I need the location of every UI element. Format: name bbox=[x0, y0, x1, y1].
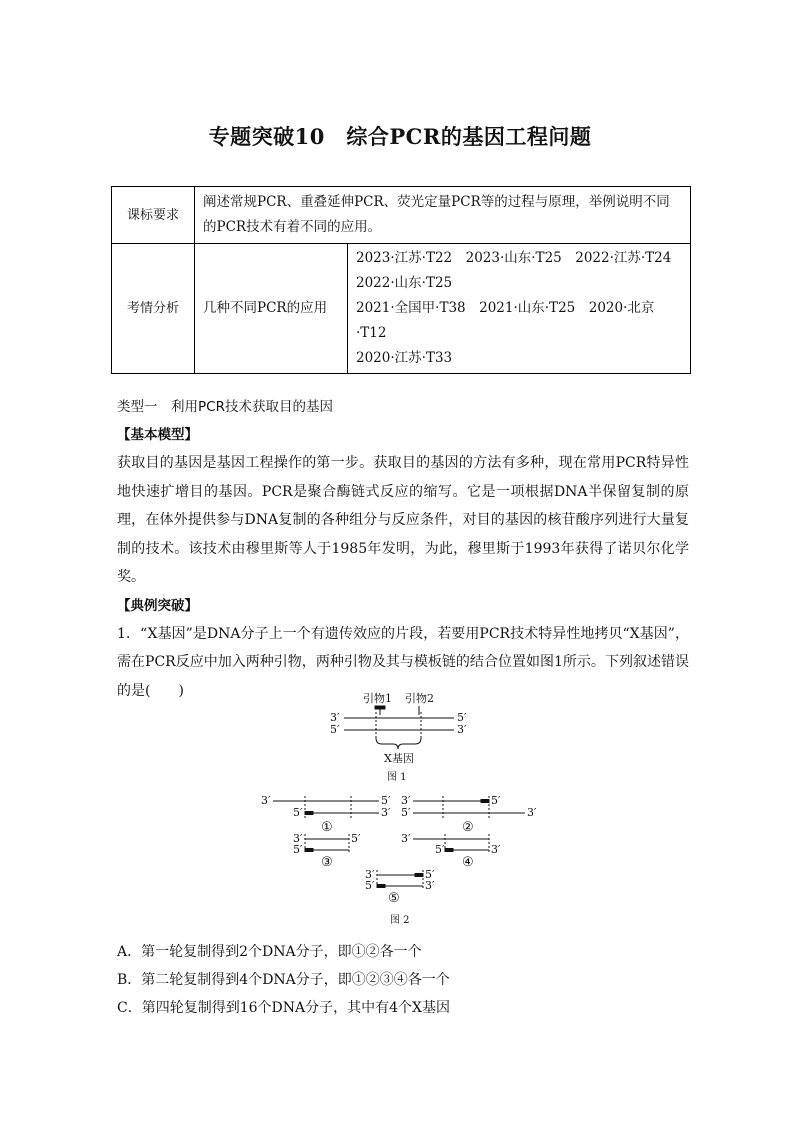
primer1-mark bbox=[375, 706, 385, 709]
end-label: 5′ bbox=[381, 794, 391, 807]
section-body bbox=[117, 393, 689, 705]
curriculum-content: 阐述常规PCR、重叠延伸PCR、荧光定量PCR等的过程与原理，举例说明不同的PCR技术有着不同的应用。 bbox=[195, 187, 691, 244]
section-heading: 类型一 利用PCR技术获取目的基因 bbox=[117, 399, 333, 415]
table-row-curriculum bbox=[112, 187, 691, 244]
end-label: 5′ bbox=[457, 711, 467, 724]
analysis-header: 考情分析 bbox=[112, 244, 195, 374]
end-label: 3′ bbox=[401, 794, 411, 807]
end-label: 5′ bbox=[491, 794, 501, 807]
product-label-5: ⑤ bbox=[388, 891, 400, 906]
model-label: 【基本模型】 bbox=[117, 427, 198, 443]
figure1-caption: 图 1 bbox=[387, 772, 407, 783]
end-label: 3′ bbox=[527, 806, 537, 819]
figure-1 bbox=[320, 688, 480, 788]
option-c: C．第四轮复制得到16个DNA分子，其中有4个X基因 bbox=[117, 1000, 450, 1016]
product-label-2: ② bbox=[462, 820, 474, 835]
end-label: 3′ bbox=[330, 711, 340, 724]
option-a: A．第一轮复制得到2个DNA分子，即①②各一个 bbox=[117, 944, 422, 960]
end-label: 5′ bbox=[435, 843, 445, 856]
ref-line: 2022·山东·T25 bbox=[356, 275, 453, 291]
end-label: 5′ bbox=[293, 843, 303, 856]
end-label: 5′ bbox=[425, 868, 435, 881]
end-label: 3′ bbox=[381, 806, 391, 819]
end-label: 5′ bbox=[330, 723, 340, 736]
analysis-refs bbox=[348, 244, 691, 374]
end-label: 5′ bbox=[293, 806, 303, 819]
primer2-label: 引物2 bbox=[405, 692, 434, 705]
end-label: 3′ bbox=[401, 832, 411, 845]
end-label: 3′ bbox=[293, 832, 303, 845]
end-label: 3′ bbox=[425, 879, 435, 892]
end-label: 3′ bbox=[457, 723, 467, 736]
option-b: B．第二轮复制得到4个DNA分子，即①②③④各一个 bbox=[117, 972, 450, 988]
figure-2 bbox=[255, 790, 555, 930]
page-title: 专题突破10 综合PCR的基因工程问题 bbox=[208, 124, 592, 149]
end-label: 3′ bbox=[261, 794, 271, 807]
end-label: 3′ bbox=[365, 868, 375, 881]
ref-line: 2021·全国甲·T38 2021·山东·T25 2020·北京·T12 bbox=[356, 300, 655, 341]
primer1-label: 引物1 bbox=[363, 692, 392, 705]
model-text: 获取目的基因是基因工程操作的第一步。获取目的基因的方法有多种，现在常用PCR特异性地快速扩增目的基因。PCR是聚合酶链式反应的缩写。它是一项根据DNA半保留复制的原理，在体外提供参与DNA复制的各种组分与反应条件，对目的基因的核苷酸序列进行大量复制的技术。该技术由穆里斯等人于1985年发明，为此，穆里斯于1993年获得了诺贝尔化学奖。 bbox=[117, 455, 689, 585]
ref-line: 2023·江苏·T22 2023·山东·T25 2022·江苏·T24 bbox=[356, 250, 672, 266]
analysis-topic: 几种不同PCR的应用 bbox=[195, 244, 348, 374]
product-label-4: ④ bbox=[462, 855, 474, 870]
curriculum-header: 课标要求 bbox=[112, 187, 195, 244]
end-label: 5′ bbox=[365, 879, 375, 892]
example-label: 【典例突破】 bbox=[117, 597, 198, 614]
product-label-3: ③ bbox=[321, 855, 333, 870]
figure2-caption: 图 2 bbox=[390, 915, 410, 926]
question-text: 1．“X基因”是DNA分子上一个有遗传效应的片段，若要用PCR技术特异性地拷贝“X基因”，需在PCR反应中加入两种引物，两种引物及其与模板链的结合位置如图1所示。下列叙述错误的是( ) bbox=[117, 625, 689, 699]
table-row-analysis bbox=[112, 244, 691, 374]
product-label-1: ① bbox=[321, 820, 333, 835]
gene-label: X基因 bbox=[384, 752, 414, 765]
end-label: 5′ bbox=[351, 832, 361, 845]
options-list bbox=[117, 938, 689, 1022]
end-label: 3′ bbox=[491, 843, 501, 856]
ref-line: 2020·江苏·T33 bbox=[356, 350, 453, 366]
requirements-table bbox=[111, 186, 691, 374]
gene-brace bbox=[376, 738, 421, 749]
end-label: 5′ bbox=[401, 806, 411, 819]
